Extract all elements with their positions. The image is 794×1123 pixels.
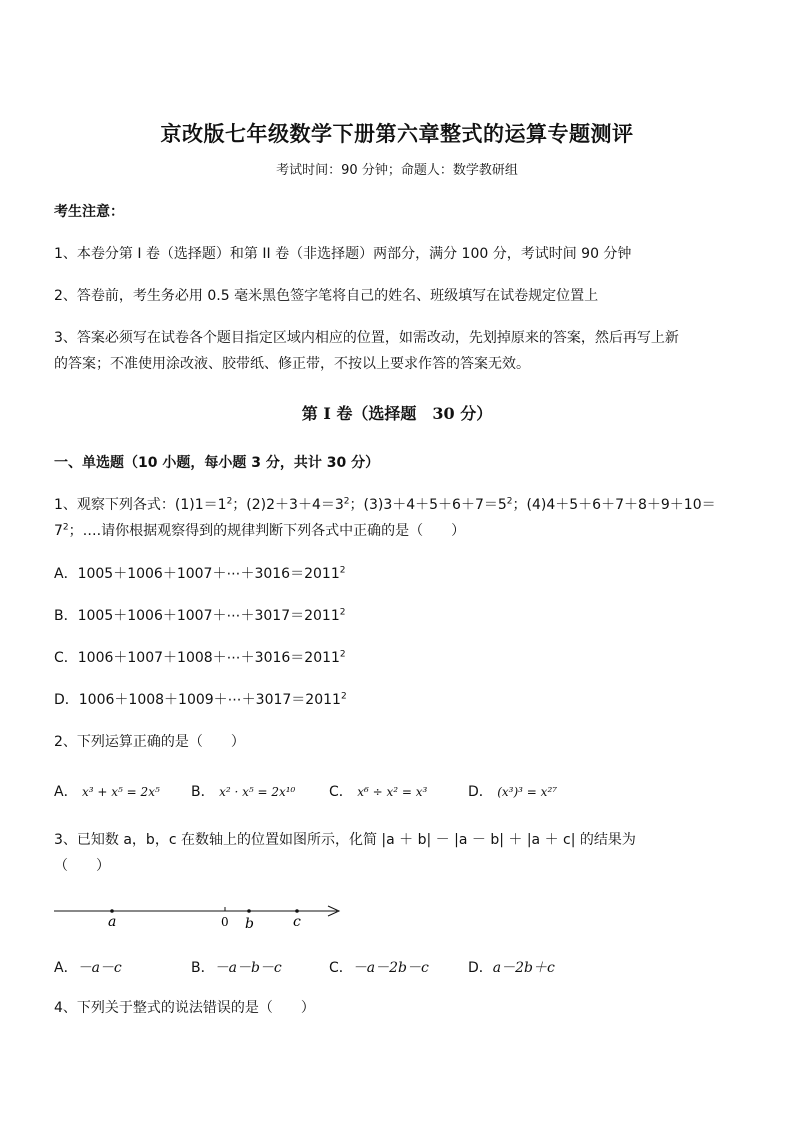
q2-stem: 2、下列运算正确的是（ ） xyxy=(54,734,245,750)
q3-stem: 3、已知数 a，b，c 在数轴上的位置如图所示，化简 |a ＋ b| － |a － b| ＋ |a ＋ c| 的结果为 xyxy=(54,832,636,848)
section-title: 第 I 卷（选择题 30 分） xyxy=(301,404,493,423)
page-title: 京改版七年级数学下册第六章整式的运算专题测评 xyxy=(160,121,634,146)
q3-stem-cont: （ ） xyxy=(54,858,110,874)
q4-stem: 4、下列关于整式的说法错误的是（ ） xyxy=(54,1000,315,1016)
q1-option-c[interactable]: C．$1006+1007+1008+\cdots+3016=2011^2$ xyxy=(54,649,346,666)
point-c xyxy=(295,909,299,913)
q3-option-d[interactable]: D．a－2b＋c xyxy=(468,960,555,976)
q2-option-c[interactable]: C． x⁶ ÷ x² = x³ xyxy=(329,784,428,800)
notice-item-1: 1、本卷分第 I 卷（选择题）和第 II 卷（非选择题）两部分，满分 100 分，考试时间 90 分钟 xyxy=(54,246,632,262)
q2-option-b[interactable]: B． x² · x⁵ = 2x¹⁰ xyxy=(191,784,296,800)
notice-item-3-cont: 的答案；不准使用涂改液、胶带纸、修正带，不按以上要求作答的答案无效。 xyxy=(54,356,530,372)
exam-info: 考试时间：90 分钟；命题人：数学教研组 xyxy=(276,163,518,178)
q1-option-d[interactable]: D．$1006+1008+1009+\cdots+3017=2011^2$ xyxy=(54,691,347,708)
q3-option-a[interactable]: A．－a－c xyxy=(54,960,122,976)
q1-stem-line1: 1、观察下列各式：$(1)1=1^2$；$(2)2+3+4=3^2$；$(3)3+4+5+6+7=5^2$；(4)4＋5＋6＋7＋8＋9＋10＝ xyxy=(54,496,716,513)
notice-heading: 考生注意： xyxy=(54,204,124,220)
point-b xyxy=(247,909,251,913)
label-b: b xyxy=(245,916,254,932)
label-a: a xyxy=(108,914,117,930)
part-heading: 一、单选题（10 小题，每小题 3 分，共计 30 分） xyxy=(54,455,380,471)
q3-option-b[interactable]: B．－a－b－c xyxy=(191,960,282,976)
q1-stem-line2: $7^2$；….请你根据观察得到的规律判断下列各式中正确的是（ ） xyxy=(54,522,466,539)
q1-option-a[interactable]: A．$1005+1006+1007+\cdots+3016=2011^2$ xyxy=(54,565,346,582)
label-zero: 0 xyxy=(221,915,229,929)
q2-option-a[interactable]: A． x³ + x⁵ = 2x⁵ xyxy=(54,784,160,800)
notice-item-3: 3、答案必须写在试卷各个题目指定区域内相应的位置，如需改动，先划掉原来的答案，然后再写上新 xyxy=(54,330,679,346)
point-a xyxy=(110,909,114,913)
label-c: c xyxy=(293,914,301,930)
q1-option-b[interactable]: B．$1005+1006+1007+\cdots+3017=2011^2$ xyxy=(54,607,346,624)
number-line-figure xyxy=(52,896,352,936)
q3-option-c[interactable]: C．－a－2b－c xyxy=(329,960,429,976)
notice-item-2: 2、答卷前，考生务必用 0.5 毫米黑色签字笔将自己的姓名、班级填写在试卷规定位置上 xyxy=(54,288,599,304)
q2-option-d[interactable]: D． (x³)³ = x²⁷ xyxy=(468,784,558,800)
